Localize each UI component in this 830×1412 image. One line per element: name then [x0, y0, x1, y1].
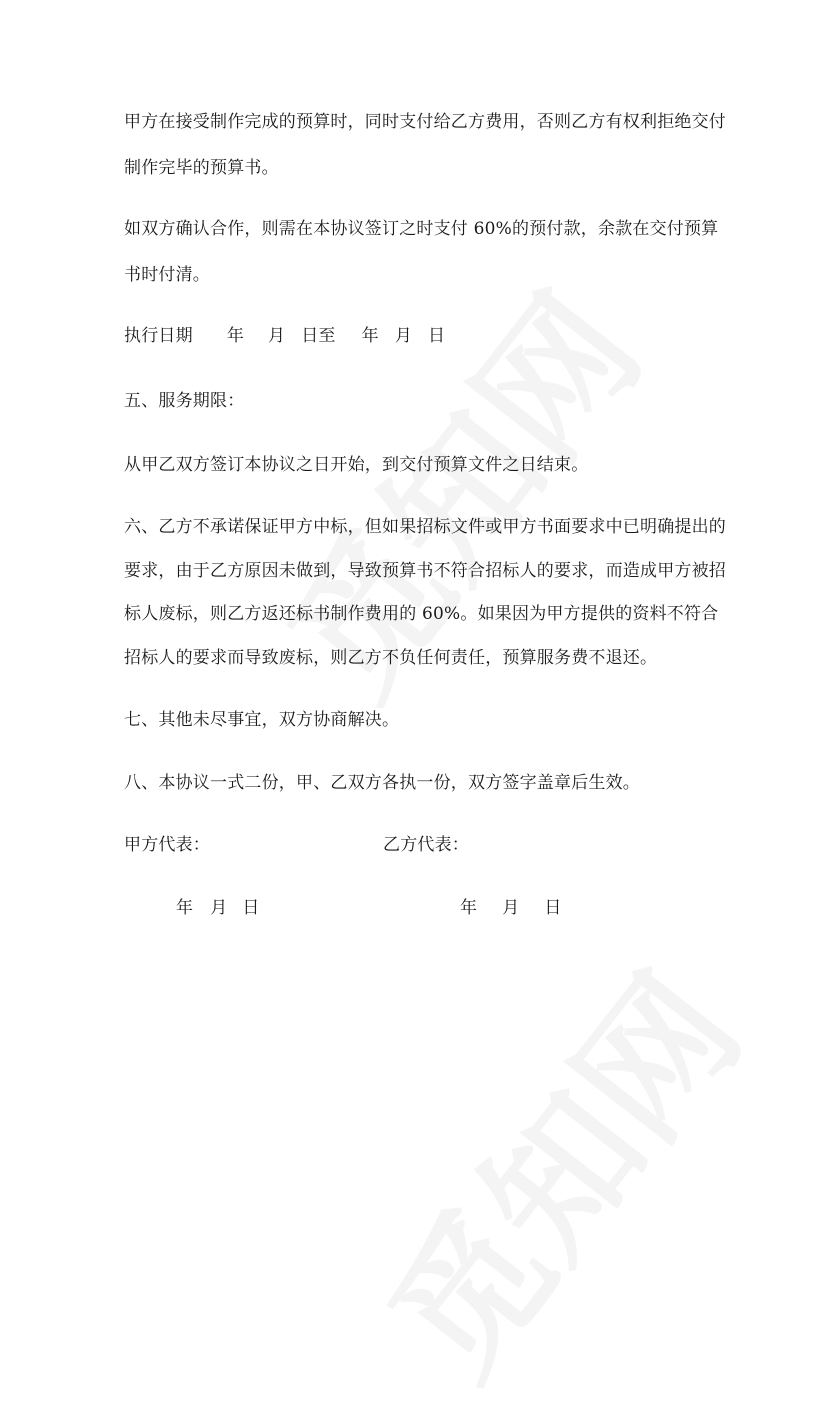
section-7: 七、其他未尽事宜，双方协商解决。 [124, 710, 400, 730]
paragraph-prepayment-line-2: 书时付清。 [124, 265, 210, 285]
party-b-representative-label: 乙方代表： [383, 835, 469, 855]
paragraph-payment-line-1: 甲方在接受制作完成的预算时，同时支付给乙方费用，否则乙方有权利拒绝交付 [124, 112, 726, 132]
section-5-body: 从甲乙双方签订本协议之日开始，到交付预算文件之日结束。 [124, 455, 589, 475]
party-b-date-day: 日 [544, 898, 562, 918]
section-8: 八、本协议一式二份，甲、乙双方各执一份，双方签字盖章后生效。 [124, 773, 640, 793]
execution-date-month-end: 月 [394, 326, 413, 346]
party-a-date-year: 年 [176, 898, 194, 918]
paragraph-prepayment-line-1: 如双方确认合作，则需在本协议签订之时支付 60%的预付款，余款在交付预算 [124, 219, 719, 239]
party-b-date-year: 年 [460, 898, 478, 918]
section-6-line-4: 招标人的要求而导致废标，则乙方不负任何责任，预算服务费不退还。 [124, 648, 658, 668]
paragraph-payment-line-2: 制作完毕的预算书。 [124, 158, 279, 178]
execution-date-day-end: 日 [428, 326, 446, 346]
execution-date-day-to: 日至 [301, 326, 336, 346]
execution-date-month-start: 月 [268, 326, 286, 346]
execution-date-line [124, 326, 445, 346]
party-a-date-day: 日 [242, 898, 260, 918]
watermark-bottom [331, 924, 778, 1412]
section-6-line-3: 标人废标，则乙方返还标书制作费用的 60%。如果因为甲方提供的资料不符合 [124, 604, 719, 624]
execution-date-label: 执行日期 [124, 326, 193, 346]
party-b-date [460, 898, 562, 918]
section-5-title: 五、服务期限： [124, 391, 245, 411]
party-a-representative-label: 甲方代表： [124, 835, 210, 855]
execution-date-year-end: 年 [361, 326, 379, 346]
section-6-line-2: 要求，由于乙方原因未做到，导致预算书不符合招标人的要求，而造成甲方被招 [124, 561, 726, 581]
party-a-date [176, 898, 260, 918]
party-a-date-month: 月 [210, 898, 228, 918]
execution-date-year-start: 年 [226, 326, 245, 346]
section-6-line-1: 六、乙方不承诺保证甲方中标，但如果招标文件或甲方书面要求中已明确提出的 [124, 517, 726, 537]
party-b-date-month: 月 [502, 898, 520, 918]
